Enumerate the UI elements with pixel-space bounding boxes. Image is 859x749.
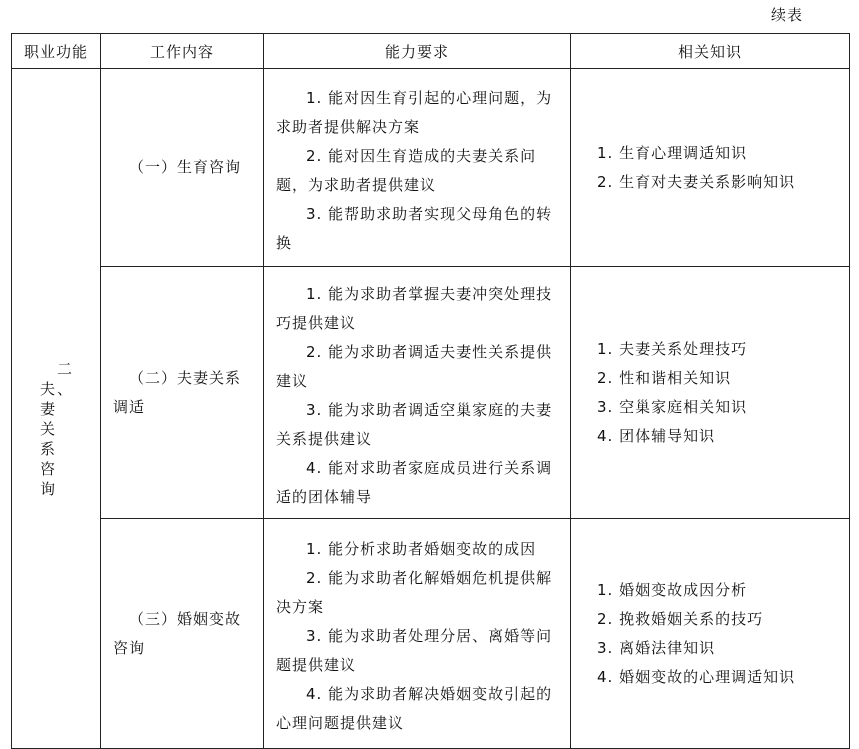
knowledge-item: 4. 团体辅导知识 bbox=[597, 426, 716, 445]
function-char: 咨 bbox=[39, 459, 55, 478]
ability-item: 3. 能帮助求助者实现父母角色的转换 bbox=[276, 204, 553, 252]
function-char: 系 bbox=[39, 439, 55, 458]
competency-table bbox=[11, 33, 850, 749]
ability-item: 2. 能为求助者化解婚姻危机提供解决方案 bbox=[276, 569, 553, 616]
work-cell-3 bbox=[101, 519, 264, 749]
function-char: 二 bbox=[57, 359, 73, 378]
knowledge-cell-1 bbox=[571, 69, 850, 267]
ability-item: 3. 能为求助者调适空巢家庭的夫妻关系提供建议 bbox=[276, 400, 553, 448]
table-row bbox=[12, 267, 850, 519]
work-cell-1 bbox=[101, 69, 264, 267]
header-knowledge: 相关知识 bbox=[571, 34, 850, 69]
function-cell bbox=[12, 69, 101, 749]
table-row bbox=[12, 69, 850, 267]
work-line-continued: 调适 bbox=[113, 397, 146, 416]
knowledge-cell-2 bbox=[571, 267, 850, 519]
knowledge-cell-3 bbox=[571, 519, 850, 749]
work-line: （二）夫妻关系 bbox=[129, 368, 242, 387]
knowledge-item: 4. 婚姻变故的心理调适知识 bbox=[597, 667, 796, 686]
ability-item: 1. 能对因生育引起的心理问题，为求助者提供解决方案 bbox=[276, 88, 553, 136]
function-char: 询 bbox=[39, 479, 55, 498]
ability-item: 4. 能对求助者家庭成员进行关系调适的团体辅导 bbox=[276, 458, 553, 506]
knowledge-item: 1. 婚姻变故成因分析 bbox=[597, 580, 748, 599]
function-char: 妻 bbox=[39, 399, 55, 418]
header-function: 职业功能 bbox=[12, 34, 101, 69]
knowledge-item: 3. 空巢家庭相关知识 bbox=[597, 397, 748, 416]
knowledge-item: 1. 夫妻关系处理技巧 bbox=[597, 339, 748, 358]
ability-cell-1 bbox=[264, 69, 571, 267]
ability-item: 2. 能为求助者调适夫妻性关系提供建议 bbox=[276, 342, 553, 390]
work-line-continued: 咨询 bbox=[113, 638, 146, 657]
knowledge-item: 2. 性和谐相关知识 bbox=[597, 368, 732, 387]
function-name-vertical bbox=[40, 359, 72, 499]
table-row bbox=[12, 519, 850, 749]
knowledge-item: 3. 离婚法律知识 bbox=[597, 638, 716, 657]
header-row bbox=[12, 34, 850, 69]
continued-label: 续表 bbox=[771, 6, 804, 24]
function-char: 、 bbox=[57, 379, 73, 398]
ability-cell-2 bbox=[264, 267, 571, 519]
header-ability: 能力要求 bbox=[264, 34, 571, 69]
work-line: （一）生育咨询 bbox=[129, 158, 242, 176]
ability-item: 4. 能为求助者解决婚姻变故引起的心理问题提供建议 bbox=[276, 685, 553, 732]
function-char: 关 bbox=[39, 419, 55, 438]
ability-item: 1. 能为求助者掌握夫妻冲突处理技巧提供建议 bbox=[276, 284, 553, 332]
function-title bbox=[40, 379, 55, 499]
ability-item: 2. 能对因生育造成的夫妻关系问题，为求助者提供建议 bbox=[276, 146, 537, 194]
ability-cell-3 bbox=[264, 519, 571, 749]
function-char: 夫 bbox=[39, 379, 55, 398]
knowledge-item: 2. 挽救婚姻关系的技巧 bbox=[597, 609, 764, 628]
ability-item: 1. 能分析求助者婚姻变故的成因 bbox=[306, 540, 537, 558]
work-line: （三）婚姻变故 bbox=[129, 609, 242, 628]
work-cell-2 bbox=[101, 267, 264, 519]
function-prefix bbox=[57, 359, 72, 399]
knowledge-item: 1. 生育心理调适知识 bbox=[597, 143, 748, 162]
knowledge-item: 2. 生育对夫妻关系影响知识 bbox=[597, 172, 796, 191]
header-work: 工作内容 bbox=[101, 34, 264, 69]
ability-item: 3. 能为求助者处理分居、离婚等问题提供建议 bbox=[276, 627, 553, 674]
